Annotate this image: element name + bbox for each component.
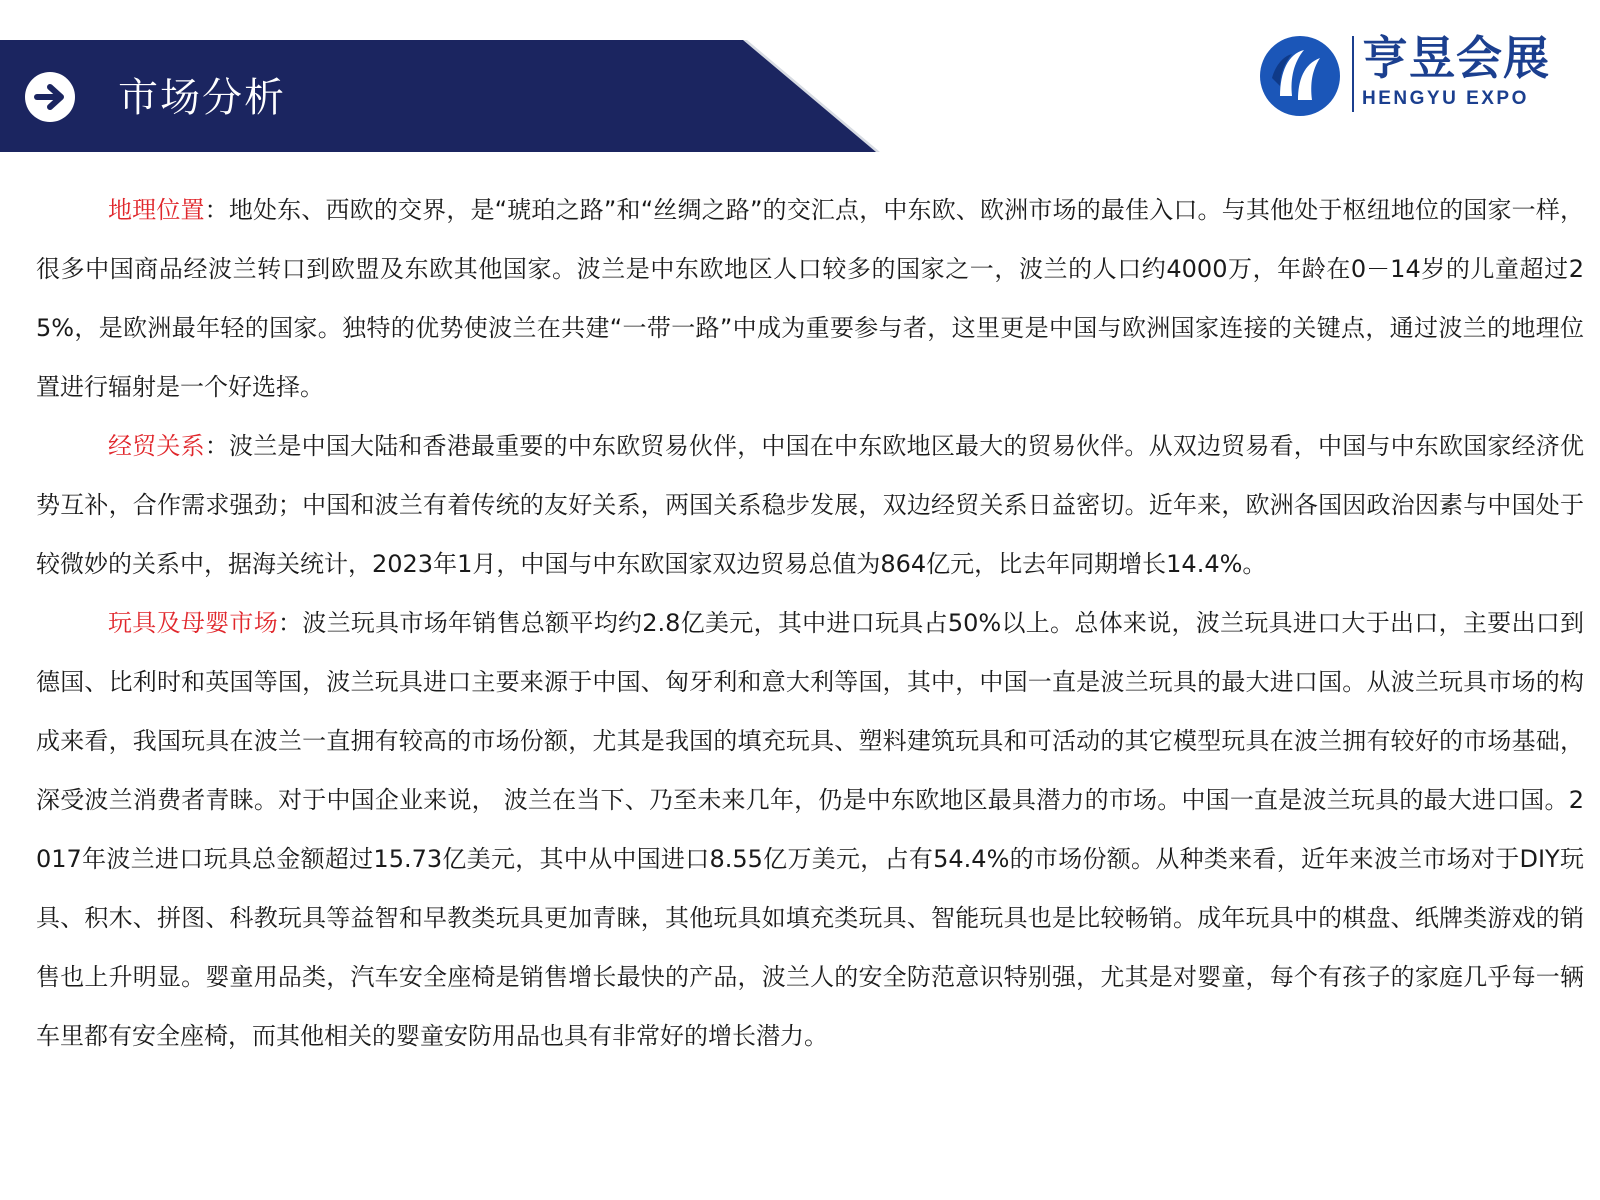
paragraph-text: 波兰玩具市场年销售总额平均约2.8亿美元，其中进口玩具占50%以上。总体来说，波兰玩具进口大于出口，主要出口到德国、比利时和英国等国，波兰玩具进口主要来源于中国、匈牙利和意大利等国，其中，中国一直是波兰玩具的最大进口国。从波兰玩具市场的构成来看，我国玩具在波兰一直拥有较高的市场份额，尤其是我国的填充玩具、塑料建筑玩具和可活动的其它模型玩具在波兰拥有较好的市场基础，深受波兰消费者青睐。对于中国企业来说， 波兰在当下、乃至未来几年，仍是中东欧地区最具潜力的市场。中国一直是波兰玩具的最大进口国。2017年波兰进口玩具总金额超过15.73亿美元，其中从中国进口8.55亿万美元，占有54.4%的市场份额。从种类来看，近年来波兰市场对于DIY玩具、积木、拼图、科教玩具等益智和早教类玩具更加青睐，其他玩具如填充类玩具、智能玩具也是比较畅销。成年玩具中的棋盘、纸牌类游戏的销售也上升明显。婴童用品类，汽车安全座椅是销售增长最快的产品，波兰人的安全防范意识特别强，尤其是对婴童，每个有孩子的家庭几乎每一辆车里都有安全座椅，而其他相关的婴童安防用品也具有非常好的增长潜力。 xyxy=(36,609,1585,1050)
hengyu-logo-icon xyxy=(1258,34,1342,118)
paragraph-geography xyxy=(36,181,1584,417)
paragraph-trade xyxy=(36,417,1584,594)
heading-colon: ： xyxy=(278,609,303,637)
heading-colon: ： xyxy=(204,196,229,224)
paragraph-toys xyxy=(36,594,1584,1066)
paragraph-text: 地处东、西欧的交界，是“琥珀之路”和“丝绸之路”的交汇点，中东欧、欧洲市场的最佳入口。与其他处于枢纽地位的国家一样，很多中国商品经波兰转口到欧盟及东欧其他国家。波兰是中东欧地区人口较多的国家之一，波兰的人口约4000万，年龄在0－14岁的儿童超过25%，是欧洲最年轻的国家。独特的优势使波兰在共建“一带一路”中成为重要参与者，这里更是中国与欧洲国家连接的关键点，通过波兰的地理位置进行辐射是一个好选择。 xyxy=(36,196,1585,401)
heading-colon: ： xyxy=(204,432,230,460)
arrow-right-circle-icon xyxy=(24,71,76,123)
logo-text-cn: 亨昱会展 xyxy=(1362,31,1550,85)
logo-text-en: HENGYU EXPO xyxy=(1362,88,1529,109)
heading-trade: 经贸关系 xyxy=(108,432,205,460)
page-title: 市场分析 xyxy=(118,75,286,121)
heading-geography: 地理位置 xyxy=(108,196,205,224)
paragraph-text: 波兰是中国大陆和香港最重要的中东欧贸易伙伴，中国在中东欧地区最大的贸易伙伴。从双边贸易看，中国与中东欧国家经济优势互补，合作需求强劲；中国和波兰有着传统的友好关系，两国关系稳步发展，双边经贸关系日益密切。近年来，欧洲各国因政治因素与中国处于较微妙的关系中，据海关统计，2023年1月，中国与中东欧国家双边贸易总值为864亿元，比去年同期增长14.4%。 xyxy=(36,432,1585,578)
article-body xyxy=(36,181,1584,1066)
logo-divider xyxy=(1352,36,1354,112)
heading-toys: 玩具及母婴市场 xyxy=(108,609,278,637)
